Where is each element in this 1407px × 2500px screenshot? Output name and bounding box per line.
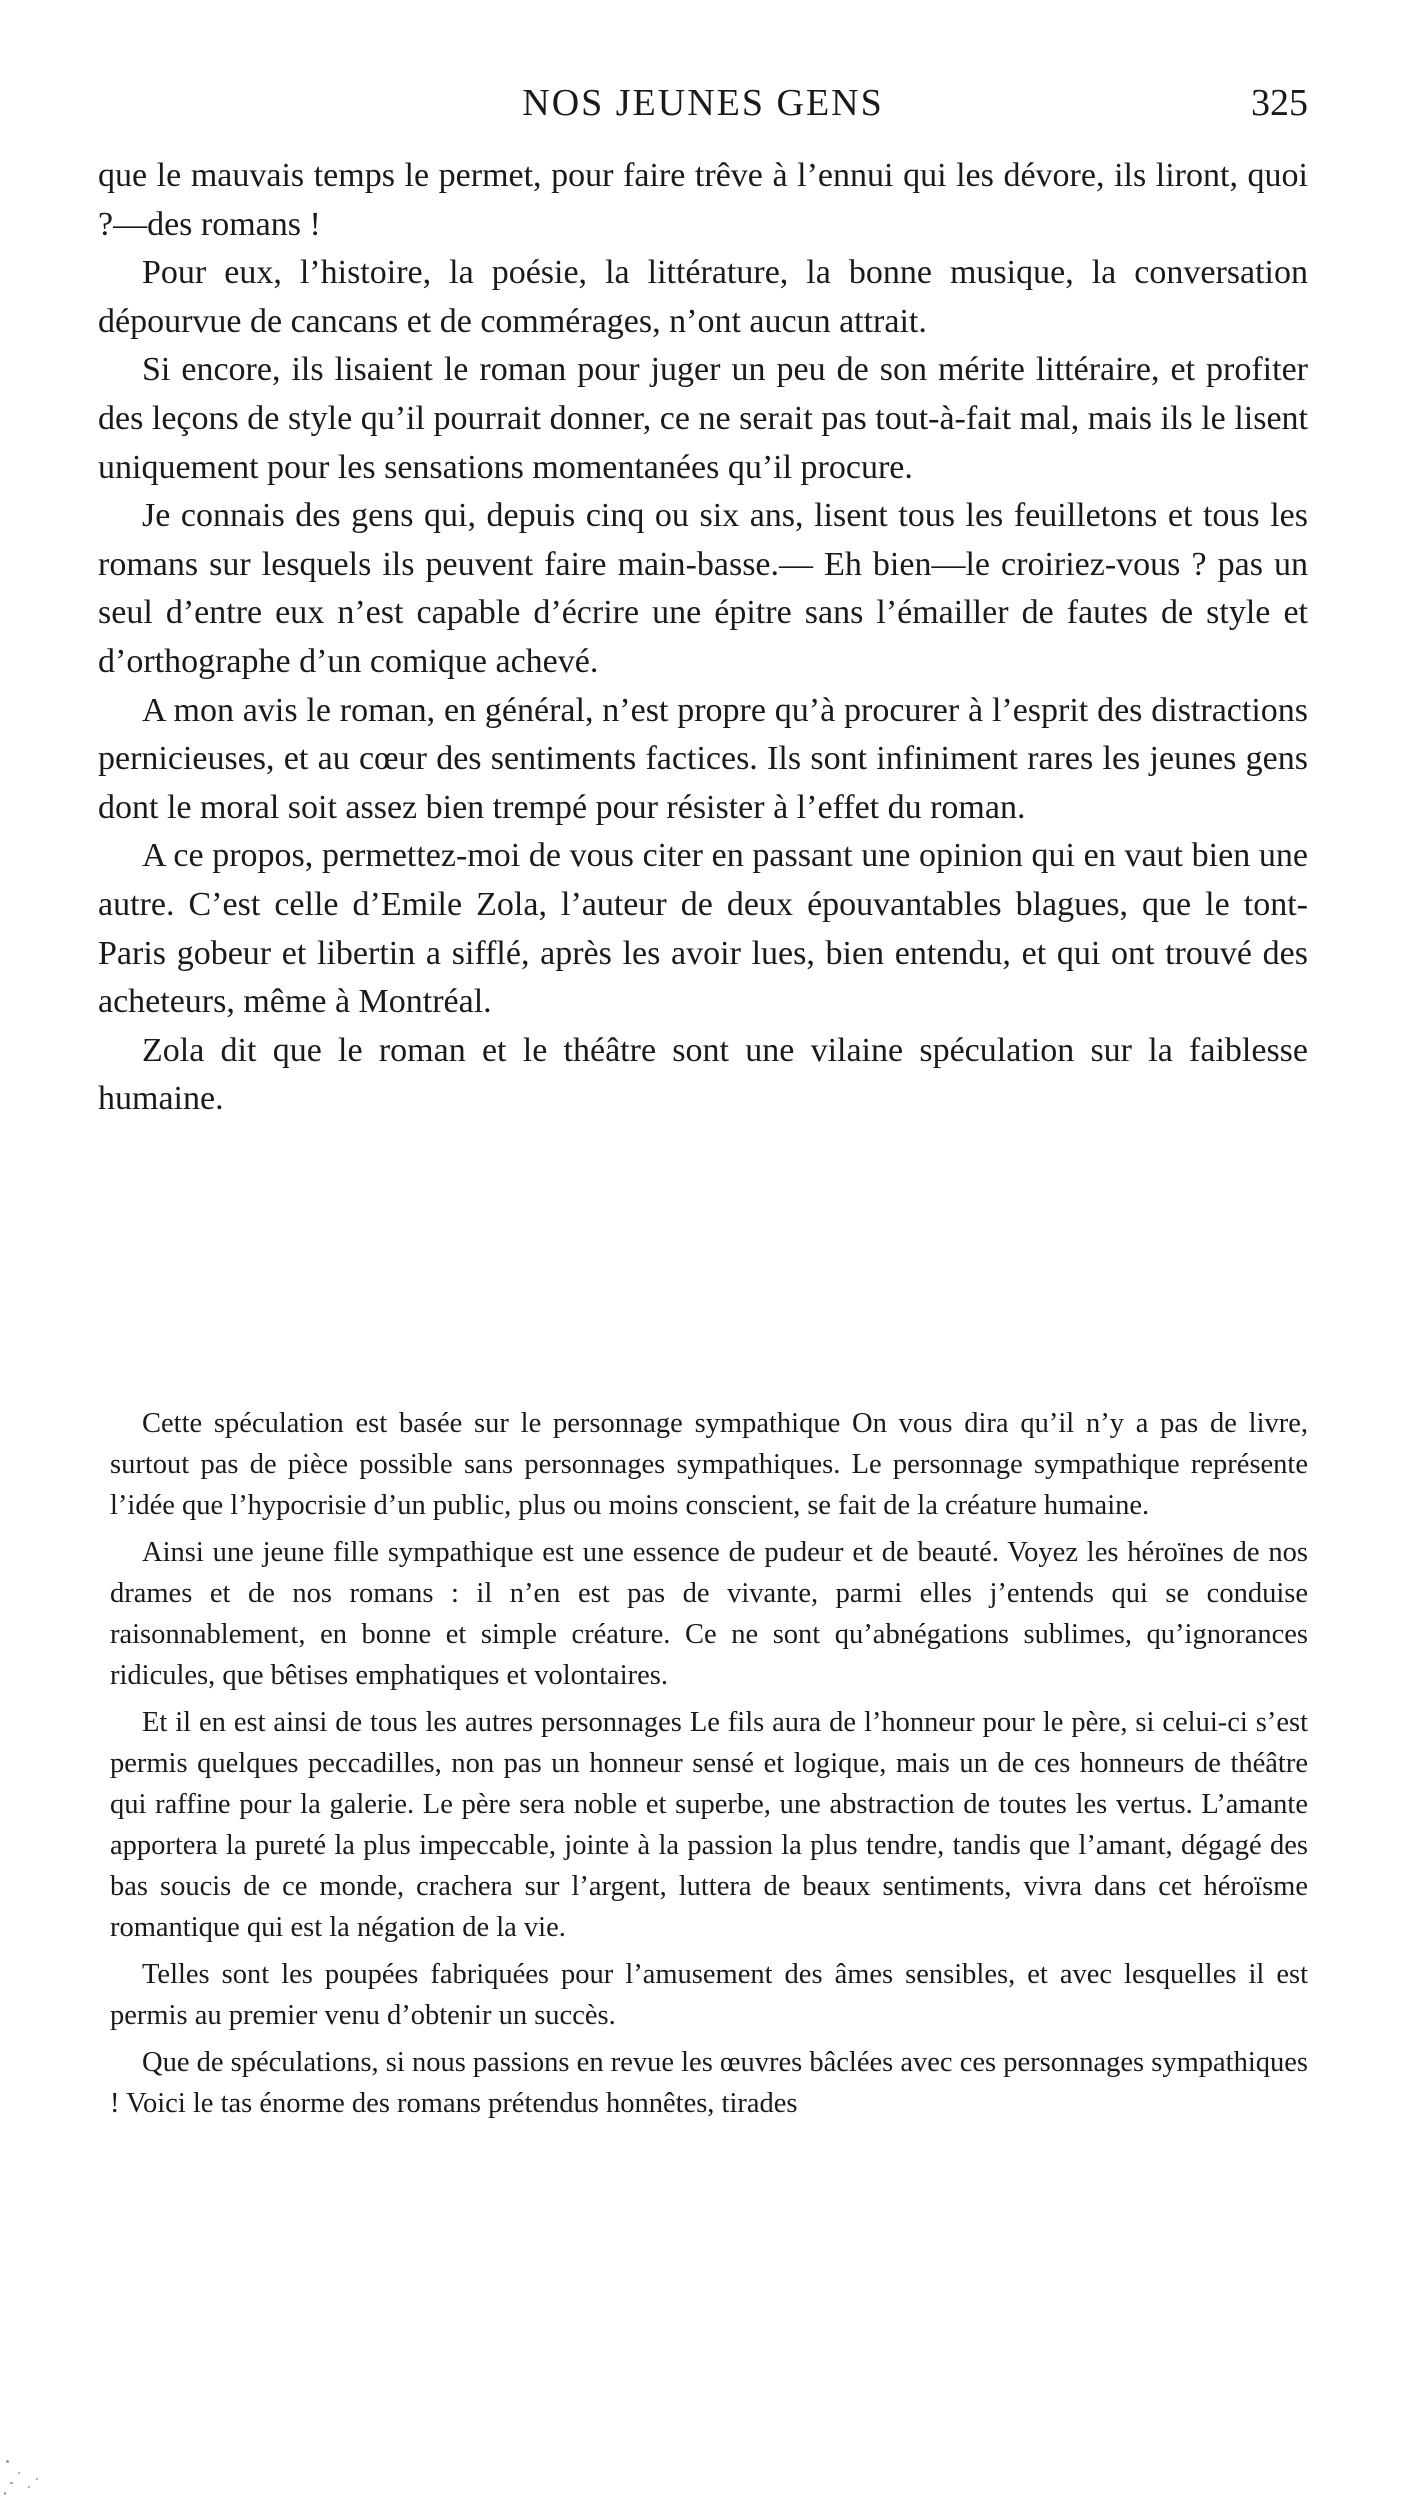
quote-paragraph: Et il en est ainsi de tous les autres personnages Le fils aura de l’honneur pour le père, si celui-ci s’est permis quelques peccadilles, non pas un honneur sensé et logique, mais un de ces honneurs de théâtre qui raffine pour la galerie. Le père sera noble et superbe, une abstraction de toutes les vertus. L’amante apportera la pureté la plus impeccable, jointe à la passion la plus tendre, tandis que l’amant, dégagé des bas soucis de ce monde, crachera sur l’argent, luttera de beaux sentiments, vivra dans cet héroïsme romantique qui est la négation de la vie. — [110, 1707, 1308, 1943]
running-title: NOS JEUNES GENS — [522, 82, 884, 124]
paragraph: Je connais des gens qui, depuis cinq ou six ans, lisent tous les feuilletons et tous les romans sur lesquels ils peuvent faire main-basse.— Eh bien—le croiriez-vous ? pas un seul d’entre eux n’est capable d’écrire une épitre sans l’émailler de fautes de style et d’orthographe d’un comique achevé. — [98, 497, 1308, 680]
quote-paragraph: Telles sont les poupées fabriquées pour l’amusement des âmes sensibles, et avec lesquelles il est permis au premier venu d’obtenir un succès. — [110, 1959, 1308, 2031]
quote-paragraph: Que de spéculations, si nous passions en revue les œuvres bâclées avec ces personnages sympathiques ! Voici le tas énorme des romans prétendus honnêtes, tirades — [110, 2047, 1308, 2119]
page-header — [98, 78, 1308, 128]
quote-paragraph: Cette spéculation est basée sur le personnage sympathique On vous dira qu’il n’y a pas de livre, surtout pas de pièce possible sans personnages sympathiques. Le personnage sympathique représente l’idée que l’hypocrisie d’un public, plus ou moins conscient, se fait de la créature humaine. — [110, 1408, 1308, 1521]
paper-specks — [0, 2420, 80, 2500]
paragraph: Si encore, ils lisaient le roman pour juger un peu de son mérite littéraire, et profiter des leçons de style qu’il pourrait donner, ce ne serait pas tout-à-fait mal, mais ils le lisent uniquement pour les sensations momentanées qu’il procure. — [98, 351, 1308, 486]
paragraph: Pour eux, l’histoire, la poésie, la littérature, la bonne musique, la conversation dépourvue de cancans et de commérages, n’ont aucun attrait. — [98, 254, 1308, 340]
paragraph: A ce propos, permettez-moi de vous citer en passant une opinion qui en vaut bien une autre. C’est celle d’Emile Zola, l’auteur de deux épouvantables blagues, que le tont-Paris gobeur et libertin a sifflé, après les avoir lues, bien entendu, et qui ont trouvé des acheteurs, même à Montréal. — [98, 837, 1308, 1021]
paragraph: Zola dit que le roman et le théâtre sont une vilaine spéculation sur la faiblesse humaine. — [98, 1031, 1308, 1118]
paragraph: A mon avis le roman, en général, n’est propre qu’à procurer à l’esprit des distractions pernicieuses, et au cœur des sentiments factices. Ils sont infiniment rares les jeunes gens dont le moral soit assez bien trempé pour résister à l’effet du roman. — [98, 691, 1308, 826]
quote-paragraph: Ainsi une jeune fille sympathique est une essence de pudeur et de beauté. Voyez les héroïnes de nos drames et de nos romans : il n’en est pas de vivante, parmi elles j’entends qui se conduise raisonnablement, en bonne et simple créature. Ce ne sont qu’abnégations sublimes, qu’ignorances ridicules, que bêtises emphatiques et volontaires. — [110, 1537, 1308, 1691]
quoted-passage — [110, 1403, 1308, 2130]
main-text — [98, 152, 1308, 1124]
page-number: 325 — [1251, 82, 1308, 124]
paragraph: que le mauvais temps le permet, pour faire trêve à l’ennui qui les dévore, ils liront, quoi ?—des romans ! — [98, 157, 1308, 243]
